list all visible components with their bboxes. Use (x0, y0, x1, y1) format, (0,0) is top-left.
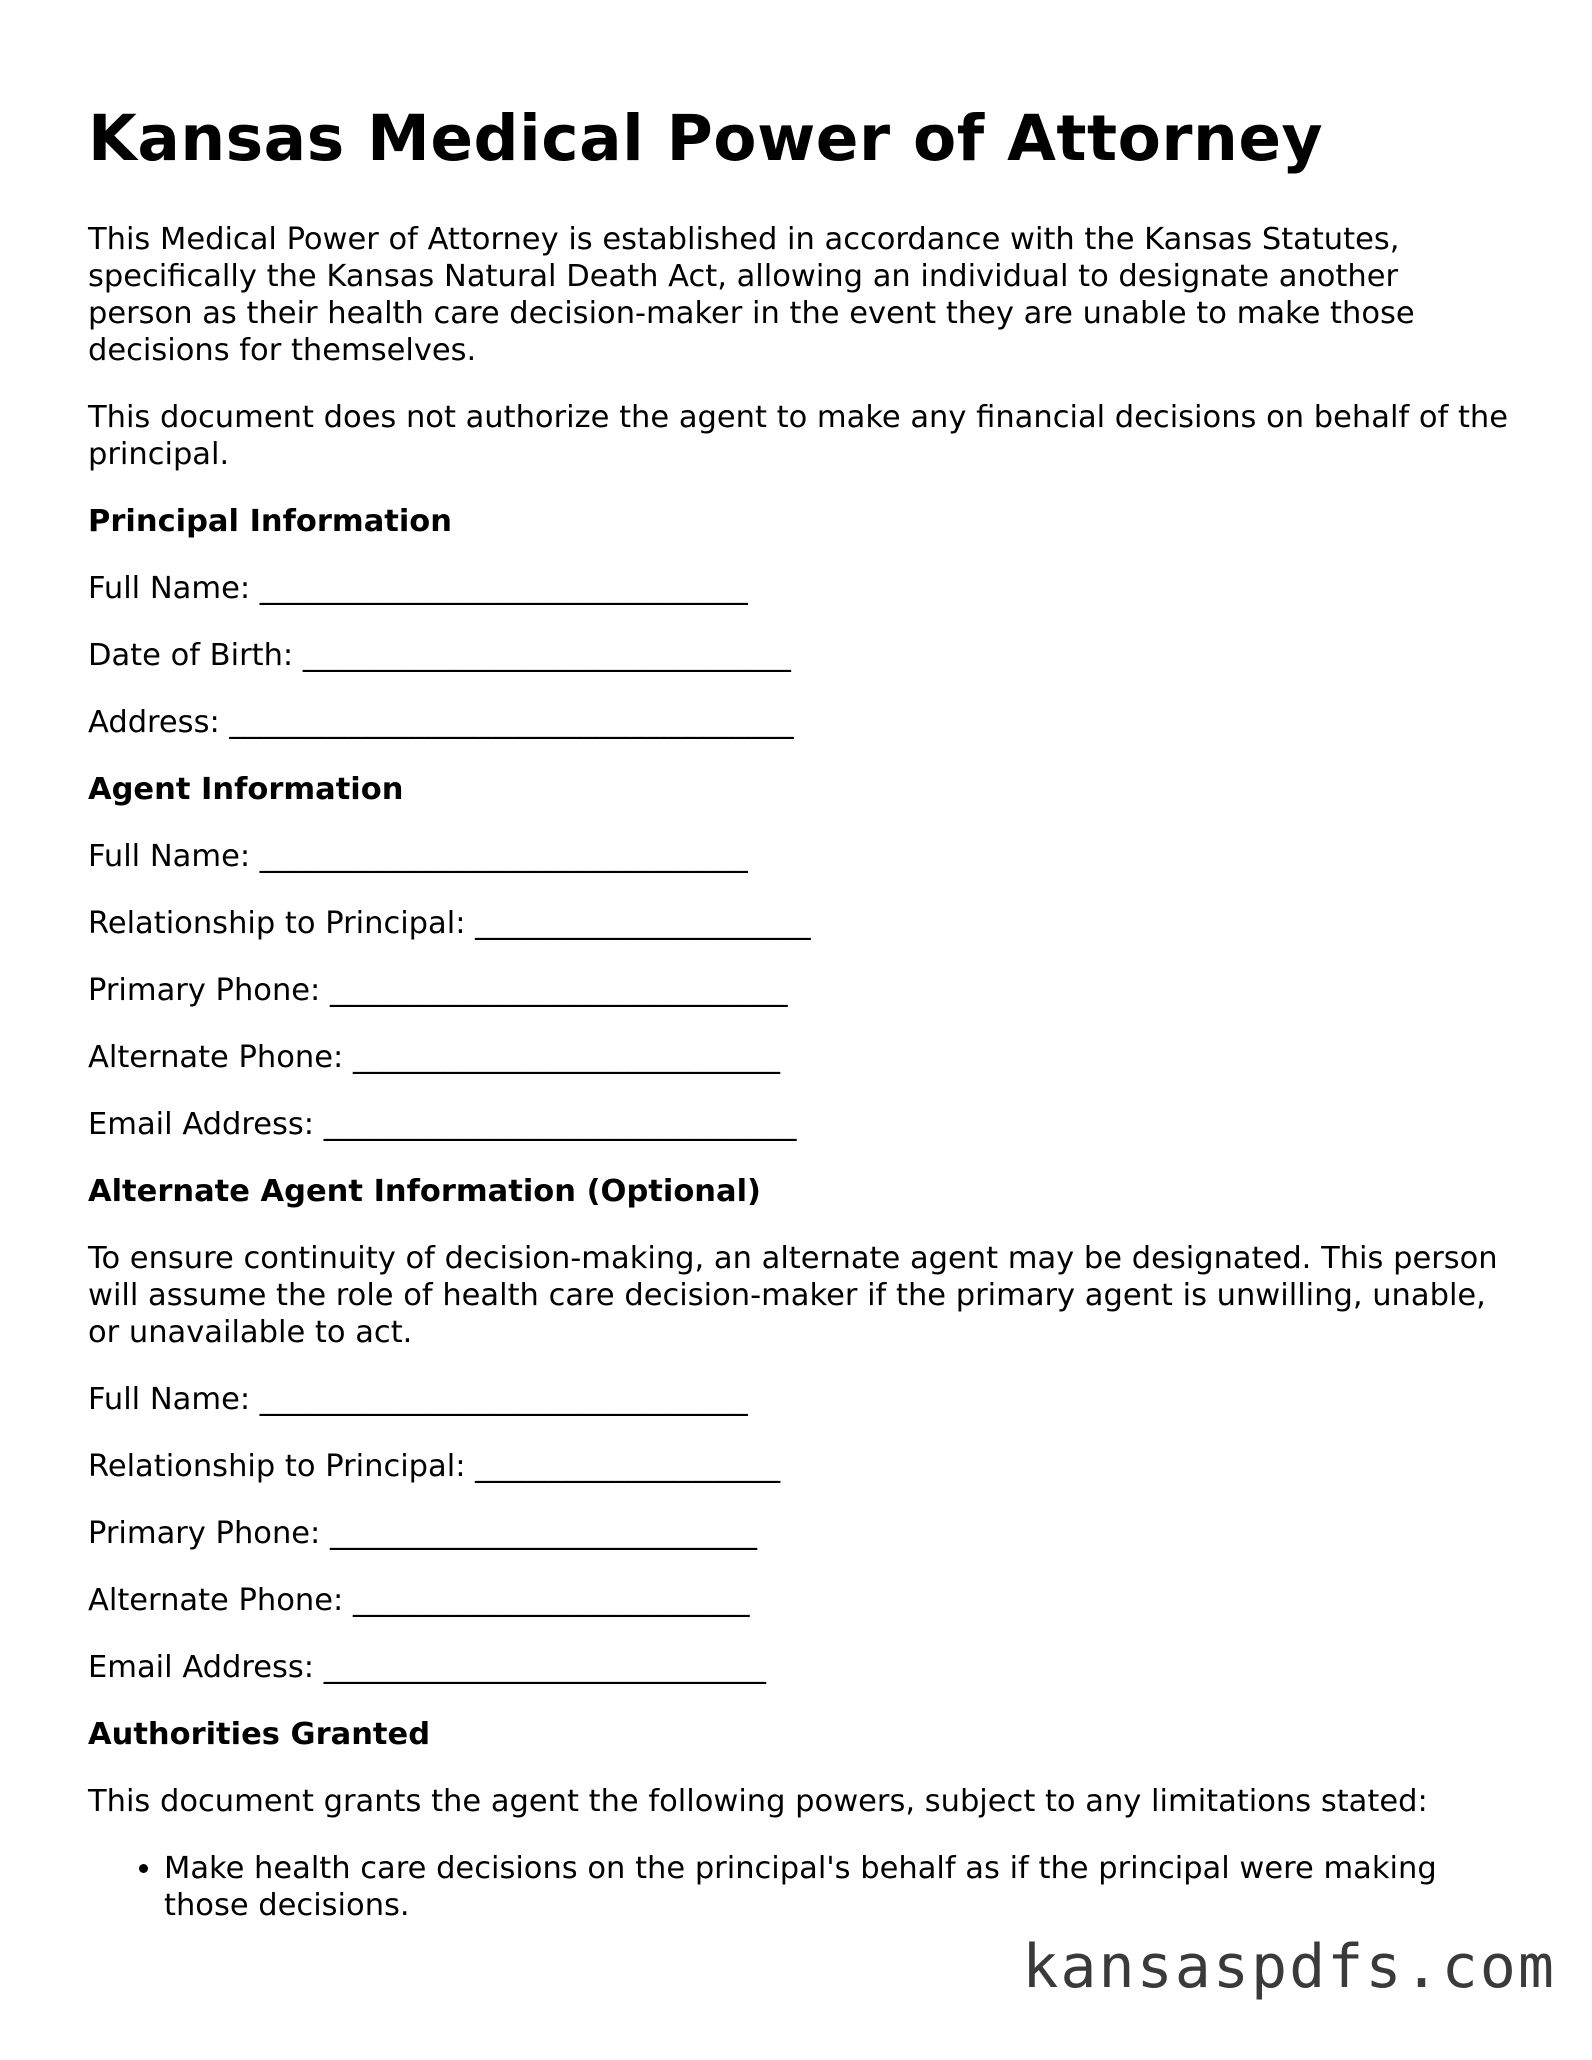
alternate-agent-alternate-phone-field[interactable]: Alternate Phone: __________________________ (88, 1583, 750, 1619)
principal-heading: Principal Information (88, 504, 452, 540)
authorities-intro: This document grants the agent the following powers, subject to any limitations stated: (88, 1784, 1428, 1820)
alternate-agent-relationship-field[interactable]: Relationship to Principal: ____________________ (88, 1449, 781, 1485)
alternate-agent-heading: Alternate Agent Information (Optional) (88, 1174, 761, 1210)
alternate-agent-email-field[interactable]: Email Address: _____________________________ (88, 1650, 766, 1686)
alternate-agent-description: To ensure continuity of decision-making, an alternate agent may be designated. This person will assume the role of health care decision-maker if the primary agent is unwilling, unable, or unavailable to act. (88, 1241, 1498, 1351)
agent-heading: Agent Information (88, 772, 404, 808)
principal-full-name-field[interactable]: Full Name: ________________________________ (88, 571, 748, 607)
agent-alternate-phone-field[interactable]: Alternate Phone: ____________________________ (88, 1040, 780, 1076)
agent-email-field[interactable]: Email Address: _______________________________ (88, 1107, 797, 1143)
authorities-list (88, 1850, 1508, 1924)
principal-address-field[interactable]: Address: _____________________________________ (88, 705, 794, 741)
principal-dob-field[interactable]: Date of Birth: ________________________________ (88, 638, 791, 674)
intro-paragraph-2: This document does not authorize the agent to make any financial decisions on behalf of the principal. (88, 400, 1508, 473)
document-page (88, 104, 1508, 1924)
agent-primary-phone-field[interactable]: Primary Phone: ______________________________ (88, 973, 788, 1009)
authorities-heading: Authorities Granted (88, 1717, 431, 1753)
watermark: kansaspdfs.com (1022, 1932, 1556, 2002)
intro-paragraph-1: This Medical Power of Attorney is established in accordance with the Kansas Statutes, specifically the Kansas Natural Death Act, allowing an individual to designate another person as their health care decision-maker in the event they are unable to make those decisions for themselves. (88, 222, 1415, 369)
alternate-agent-primary-phone-field[interactable]: Primary Phone: ____________________________ (88, 1516, 758, 1552)
agent-relationship-field[interactable]: Relationship to Principal: ______________________ (88, 906, 811, 942)
authority-item: • Make health care decisions on the principal's behalf as if the principal were making those decisions. (164, 1850, 1508, 1924)
alternate-agent-full-name-field[interactable]: Full Name: ________________________________ (88, 1382, 748, 1418)
document-title: Kansas Medical Power of Attorney (88, 102, 1324, 175)
agent-full-name-field[interactable]: Full Name: ________________________________ (88, 839, 748, 875)
